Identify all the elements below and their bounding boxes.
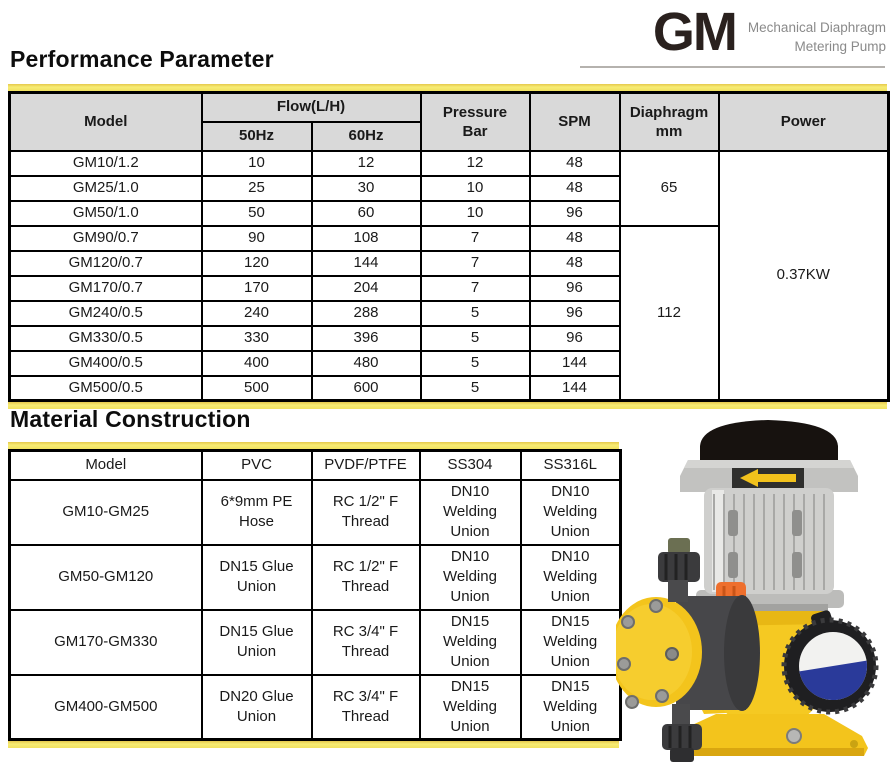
- ss316l-cell: DN15 Welding Union: [521, 675, 621, 740]
- col-header-ss316l: SS316L: [521, 451, 621, 480]
- pressure-cell: 5: [421, 351, 530, 376]
- col-header-60hz: 60Hz: [312, 122, 421, 151]
- material-header-row: [10, 451, 621, 480]
- ss316l-cell: DN15 Welding Union: [521, 610, 621, 675]
- col-header-pressure: [421, 93, 530, 151]
- flow50-cell: 90: [202, 226, 312, 251]
- pressure-cell: 5: [421, 301, 530, 326]
- flow60-cell: 396: [312, 326, 421, 351]
- motor-top-band: [680, 460, 858, 492]
- diaphragm-merged-cell: 65: [620, 151, 719, 226]
- col-header-model: Model: [10, 93, 202, 151]
- col-header-model: Model: [10, 451, 202, 480]
- flow50-cell: 240: [202, 301, 312, 326]
- diaphragm-label-line2: mm: [655, 122, 683, 140]
- spm-cell: 96: [530, 301, 620, 326]
- pressure-cell: 7: [421, 276, 530, 301]
- brand-logo-text: GM: [652, 2, 736, 62]
- pvdf-cell: RC 3/4" F Thread: [312, 610, 420, 675]
- model-cell: GM170/0.7: [10, 276, 202, 301]
- flow60-cell: 12: [312, 151, 421, 176]
- flow50-cell: 120: [202, 251, 312, 276]
- flow60-cell: 60: [312, 201, 421, 226]
- accent-bar-top: [8, 84, 887, 91]
- material-table-block: [8, 442, 619, 748]
- flow60-cell: 288: [312, 301, 421, 326]
- flow60-cell: 30: [312, 176, 421, 201]
- spm-cell: 48: [530, 251, 620, 276]
- brand-tagline: [748, 18, 886, 56]
- power-merged-cell: 0.37KW: [719, 151, 889, 401]
- table-row: [10, 151, 889, 176]
- flow60-cell: 480: [312, 351, 421, 376]
- diaphragm-label-line1: Diaphragm: [629, 103, 709, 121]
- ss304-cell: DN15 Welding Union: [420, 610, 521, 675]
- ss316l-cell: DN10 Welding Union: [521, 480, 621, 545]
- model-cell: GM330/0.5: [10, 326, 202, 351]
- motor-body: [704, 488, 834, 594]
- flow50-cell: 25: [202, 176, 312, 201]
- pvdf-cell: RC 3/4" F Thread: [312, 675, 420, 740]
- material-section-title: Material Construction: [10, 406, 251, 432]
- diaphragm-merged-cell: 112: [620, 226, 719, 401]
- model-cell: GM240/0.5: [10, 301, 202, 326]
- col-header-50hz: 50Hz: [202, 122, 312, 151]
- ss316l-cell: DN10 Welding Union: [521, 545, 621, 610]
- ss304-cell: DN10 Welding Union: [420, 545, 521, 610]
- table-row: [10, 545, 621, 610]
- col-header-pvc: PVC: [202, 451, 312, 480]
- flow50-cell: 330: [202, 326, 312, 351]
- performance-header-row-1: [10, 93, 889, 122]
- spm-cell: 48: [530, 151, 620, 176]
- accent-bar-top: [8, 442, 619, 449]
- model-cell: GM25/1.0: [10, 176, 202, 201]
- col-header-pvdf-ptfe: PVDF/PTFE: [312, 451, 420, 480]
- spm-cell: 96: [530, 201, 620, 226]
- brand-logo: [580, 4, 886, 66]
- col-header-ss304: SS304: [420, 451, 521, 480]
- pressure-cell: 5: [421, 376, 530, 401]
- performance-table: [8, 91, 890, 402]
- material-table: [8, 449, 622, 741]
- pvc-cell: 6*9mm PE Hose: [202, 480, 312, 545]
- pump-base: [678, 714, 868, 756]
- flow60-cell: 144: [312, 251, 421, 276]
- pvc-cell: DN15 Glue Union: [202, 545, 312, 610]
- model-cell: GM10/1.2: [10, 151, 202, 176]
- flow60-cell: 108: [312, 226, 421, 251]
- model-cell: GM400/0.5: [10, 351, 202, 376]
- pressure-cell: 12: [421, 151, 530, 176]
- model-range-cell: GM170-GM330: [10, 610, 202, 675]
- flow60-cell: 600: [312, 376, 421, 401]
- flow50-cell: 170: [202, 276, 312, 301]
- performance-table-block: [8, 84, 887, 409]
- pressure-cell: 7: [421, 251, 530, 276]
- performance-section-title: Performance Parameter: [10, 46, 274, 72]
- pressure-cell: 5: [421, 326, 530, 351]
- brand-tagline-line1: Mechanical Diaphragm: [747, 20, 886, 35]
- pvdf-cell: RC 1/2" F Thread: [312, 480, 420, 545]
- flow50-cell: 500: [202, 376, 312, 401]
- pump-product-image: [616, 418, 890, 765]
- spm-cell: 48: [530, 176, 620, 201]
- table-row: [10, 480, 621, 545]
- model-cell: GM50/1.0: [10, 201, 202, 226]
- pvc-cell: DN15 Glue Union: [202, 610, 312, 675]
- col-header-power: Power: [719, 93, 889, 151]
- pvc-cell: DN20 Glue Union: [202, 675, 312, 740]
- pressure-cell: 7: [421, 226, 530, 251]
- brand-tagline-line2: Metering Pump: [794, 39, 886, 54]
- spm-cell: 96: [530, 276, 620, 301]
- flow50-cell: 400: [202, 351, 312, 376]
- spm-cell: 48: [530, 226, 620, 251]
- flow60-cell: 204: [312, 276, 421, 301]
- model-cell: GM90/0.7: [10, 226, 202, 251]
- model-range-cell: GM50-GM120: [10, 545, 202, 610]
- accent-bar-bottom: [8, 741, 619, 748]
- motor-fan-cover: [700, 420, 838, 462]
- col-header-flow: Flow(L/H): [202, 93, 421, 122]
- table-row: [10, 610, 621, 675]
- col-header-spm: SPM: [530, 93, 620, 151]
- ss304-cell: DN15 Welding Union: [420, 675, 521, 740]
- pump-head: [616, 595, 760, 711]
- spm-cell: 96: [530, 326, 620, 351]
- pressure-cell: 10: [421, 176, 530, 201]
- spm-cell: 144: [530, 376, 620, 401]
- pressure-label-line1: Pressure: [442, 103, 508, 121]
- model-range-cell: GM400-GM500: [10, 675, 202, 740]
- flow50-cell: 50: [202, 201, 312, 226]
- table-row: [10, 675, 621, 740]
- model-cell: GM500/0.5: [10, 376, 202, 401]
- logo-divider: [580, 66, 885, 68]
- col-header-diaphragm: [620, 93, 719, 151]
- spm-cell: 144: [530, 351, 620, 376]
- pressure-cell: 10: [421, 201, 530, 226]
- pvdf-cell: RC 1/2" F Thread: [312, 545, 420, 610]
- model-range-cell: GM10-GM25: [10, 480, 202, 545]
- flow50-cell: 10: [202, 151, 312, 176]
- ss304-cell: DN10 Welding Union: [420, 480, 521, 545]
- model-cell: GM120/0.7: [10, 251, 202, 276]
- pressure-label-line2: Bar: [462, 122, 488, 140]
- suction-valve-fitting: [658, 538, 700, 602]
